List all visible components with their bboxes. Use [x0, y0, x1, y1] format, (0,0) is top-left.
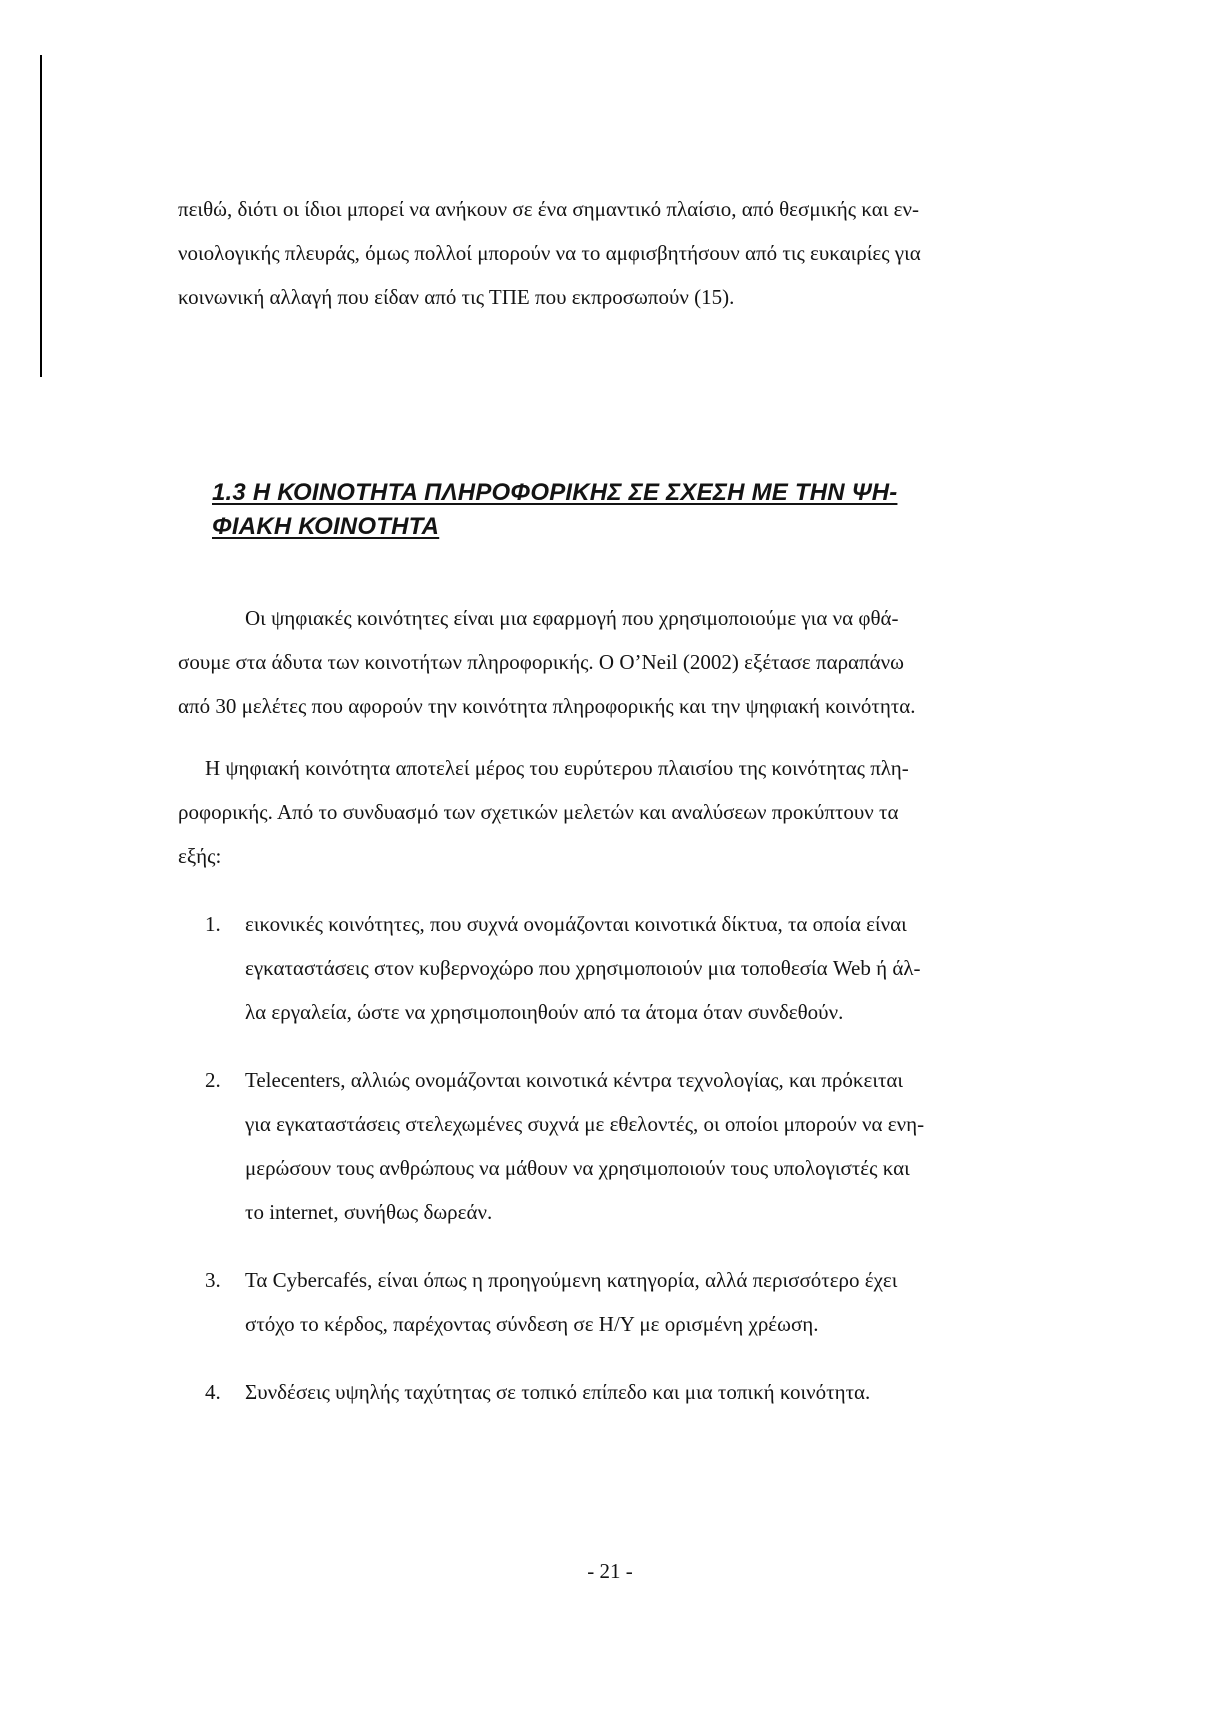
paragraph-line: Η ψηφιακή κοινότητα αποτελεί μέρος του ευρύτερου πλαισίου της κοινότητας πλη-: [205, 756, 909, 780]
list-item-line: για εγκαταστάσεις στελεχωμένες συχνά με εθελοντές, οι οποίοι μπορούν να ενη-: [245, 1112, 925, 1136]
section-heading-line2: ΦΙΑΚΗ ΚΟΙΝΟΤΗΤΑ: [212, 513, 440, 540]
list-item-line: Συνδέσεις υψηλής ταχύτητας σε τοπικό επίπεδο και μια τοπική κοινότητα.: [245, 1380, 871, 1404]
list-item-line: λα εργαλεία, ώστε να χρησιμοποιηθούν από τα άτομα όταν συνδεθούν.: [245, 1000, 844, 1024]
paragraph-line: σουμε στα άδυτα των κοινοτήτων πληροφορικής. Ο O’Neil (2002) εξέτασε παραπάνω: [178, 650, 904, 674]
list-item-number: 4.: [205, 1380, 221, 1404]
section-heading-line1: 1.3 Η ΚΟΙΝΟΤΗΤΑ ΠΛΗΡΟΦΟΡΙΚΗΣ ΣΕ ΣΧΕΣΗ ΜΕ ΤΗΝ ΨΗ-: [212, 479, 898, 506]
intro-line: πειθώ, διότι οι ίδιοι μπορεί να ανήκουν σε ένα σημαντικό πλαίσιο, από θεσμικής και εν-: [178, 197, 919, 221]
paragraph-line: εξής:: [178, 844, 222, 868]
intro-line: νοιολογικής πλευράς, όμως πολλοί μπορούν να το αμφισβητήσουν από τις ευκαιρίες για: [178, 241, 921, 265]
page-number: - 21 -: [587, 1559, 633, 1583]
list-item-line: μερώσουν τους ανθρώπους να μάθουν να χρησιμοποιούν τους υπολογιστές και: [245, 1156, 910, 1180]
list-item-number: 2.: [205, 1068, 221, 1092]
list-item-number: 1.: [205, 912, 221, 936]
list-item-line: εικονικές κοινότητες, που συχνά ονομάζονται κοινοτικά δίκτυα, τα οποία είναι: [245, 912, 907, 936]
intro-line: κοινωνική αλλαγή που είδαν από τις ΤΠΕ που εκπροσωπούν (15).: [178, 285, 735, 309]
list-item-line: εγκαταστάσεις στον κυβερνοχώρο που χρησιμοποιούν μια τοποθεσία Web ή άλ-: [245, 956, 921, 980]
list-item-line: στόχο το κέρδος, παρέχοντας σύνδεση σε Η/Υ με ορισμένη χρέωση.: [245, 1312, 819, 1336]
page-edge-bar: [40, 55, 42, 377]
paragraph-line: ροφορικής. Από το συνδυασμό των σχετικών μελετών και αναλύσεων προκύπτουν τα: [178, 800, 899, 824]
list-item-line: το internet, συνήθως δωρεάν.: [245, 1200, 493, 1224]
list-item-number: 3.: [205, 1268, 221, 1292]
paragraph-line: από 30 μελέτες που αφορούν την κοινότητα πληροφορικής και την ψηφιακή κοινότητα.: [178, 694, 916, 718]
list-item-line: Τα Cybercafés, είναι όπως η προηγούμενη κατηγορία, αλλά περισσότερο έχει: [245, 1268, 898, 1292]
paragraph-line: Οι ψηφιακές κοινότητες είναι μια εφαρμογή που χρησιμοποιούμε για να φθά-: [245, 606, 899, 630]
list-item-line: Telecenters, αλλιώς ονομάζονται κοινοτικά κέντρα τεχνολογίας, και πρόκειται: [245, 1068, 904, 1092]
